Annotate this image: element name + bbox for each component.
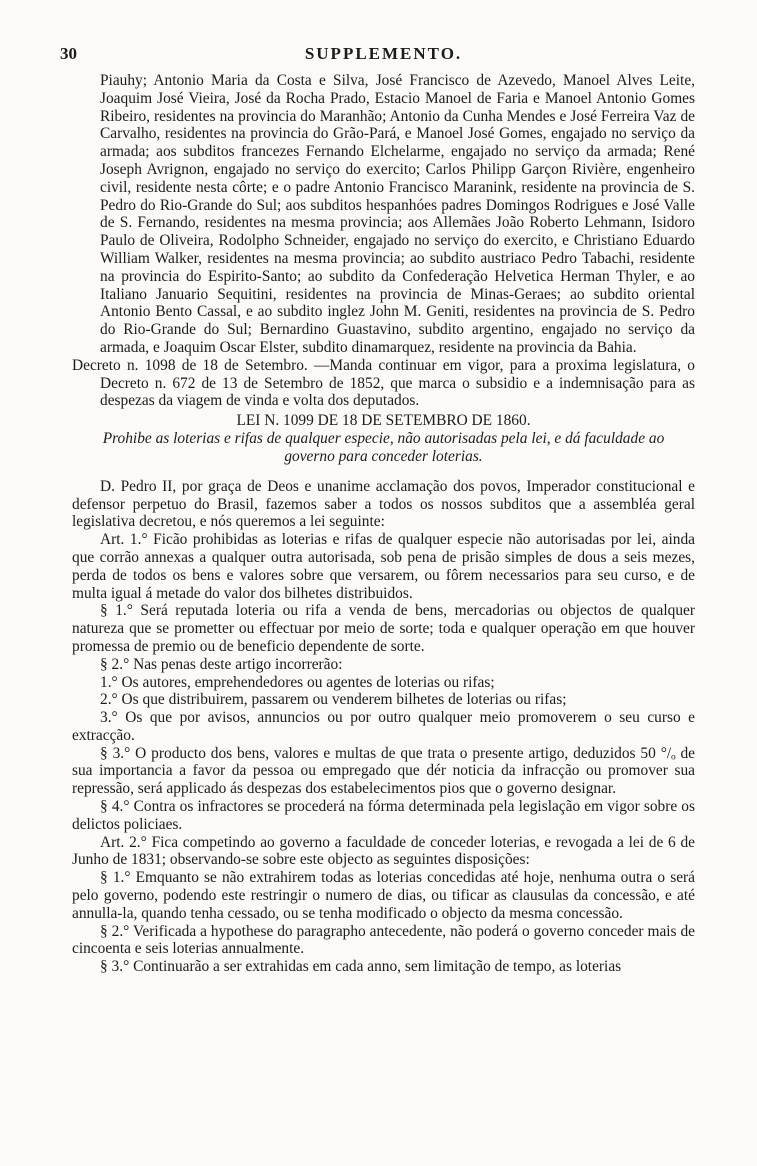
paragraph-naturalisation-list: Piauhy; Antonio Maria da Costa e Silva, José Francisco de Azevedo, Manoel Alves Leite, Joaquim José Vieira, José da Rocha Prado, Estacio Manoel de Faria e Manoel Antonio Gomes Ribeiro, residentes na provincia do Maranhão; Antonio da Cunha Mendes e José Ferreira Vaz de Carvalho, residentes na provincia do Grão-Pará, e Manoel José Gomes, engajado no serviço da armada; aos subditos francezes Fernando Elchelarme, engajado no serviço da armada; René Joseph Avrignon, engajado no serviço do exercito; Carlos Philipp Garçon Rivière, engenheiro civil, residente nesta côrte; e o padre Antonio Francisco Maranink, residente na provincia de S. Pedro do Rio-Grande do Sul; aos subditos hespanhóes padres Domingos Rodrigues e José Valle de S. Fernando, residentes na mesma provincia; aos Allemães João Roberto Lehmann, Isidoro Paulo de Oliveira, Rodolpho Schneider, engajado no serviço do exercito, e Christiano Eduardo William Walker, residentes na mesma provincia; ao subdito austriaco Pedro Tabachi, residente na provincia do Espirito-Santo; ao subdito da Confederação Helvetica Herman Thyler, e ao Italiano Januario Sequitini, residentes na provincia de Minas-Geraes; ao subdito oriental Antonio Bento Cassal, e ao subdito inglez John M. Geniti, residentes na provincia de S. Pedro do Rio-Grande do Sul; Bernardino Guastavino, subdito argentino, engajado no serviço da armada, e Joaquim Oscar Elster, subdito dinamarquez, residente na provincia da Bahia. [100,72,695,356]
law-title: LEI N. 1099 DE 18 DE SETEMBRO DE 1860. [236,412,531,430]
article-2-paragraph-2: § 2.° Verificada a hypothese do paragrapho antecedente, não poderá o governo conceder mais de cincoenta e seis loterias annualmente. [72,922,695,958]
law-summary: Prohibe as loterias e rifas de qualquer especie, não autorisadas pela lei, e dá faculdade ao governo para conceder loterias. [102,430,665,465]
article-2: Art. 2.° Fica competindo ao governo a faculdade de conceder loterias, e revogada a lei de 6 de Junho de 1831; observando-se sobre este objecto as seguintes disposições: [72,833,695,869]
article-1-paragraph-3: § 3.° O producto dos bens, valores e multas de que trata o presente artigo, deduzidos 50 °/ₒ de sua importancia a favor da pessoa ou empregado que dér noticia da infracção ou promover sua repressão, será applicado ás despezas dos estabelecimentos pios que o governo designar. [72,744,695,798]
article-1-paragraph-4: § 4.° Contra os infractores se procederá na fórma determinada pela legislação em vigor sobre os delictos policiaes. [72,798,695,833]
article-1: Art. 1.° Ficão prohibidas as loterias e rifas de qualquer especie não autorisadas por lei, ainda que corrão annexas a qualquer outra autorisada, sob pena de prisão simples de dous a seis mezes, perda de todos os bens e valores sobre que versarem, ou fôrem necessarios para seu curso, e de multa igual á metade do valor dos bilhetes distribuidos. [72,531,695,602]
article-1-paragraph-1: § 1.° Será reputada loteria ou rifa a venda de bens, mercadorias ou objectos de qualquer natureza que se prometter ou effectuar por meio de sorte; toda e qualquer operação em que houver promessa de premio ou de beneficio dependente de sorte. [72,602,695,655]
article-1-item-3: 3.° Os que por avisos, annuncios ou por outro qualquer meio promoverem o seu curso e extracção. [72,709,695,744]
article-1-paragraph-2: § 2.° Nas penas deste artigo incorrerão: [100,655,343,673]
page-number: 30 [60,44,77,63]
article-1-item-2: 2.° Os que distribuirem, passarem ou venderem bilhetes de loterias ou rifas; [100,691,567,709]
law-preamble: D. Pedro II, por graça de Deos e unanime acclamação dos povos, Imperador constitucional e defensor perpetuo do Brasil, fazemos saber a todos os nossos subditos que a assembléa geral legislativa decretou, e nós queremos a lei seguinte: [72,477,695,531]
page-header [60,44,695,68]
article-1-item-1: 1.° Os autores, emprehendedores ou agentes de loterias ou rifas; [100,673,495,691]
paragraph-decree-1098: Decreto n. 1098 de 18 de Setembro. —Manda continuar em vigor, para a proxima legislatura, o Decreto n. 672 de 13 de Setembro de 1852, que marca o subsidio e a indemnisação para as despezas da viagem de vinda e volta dos deputados. [72,356,695,410]
running-title: SUPPLEMENTO. [304,44,463,63]
article-2-paragraph-1: § 1.° Emquanto se não extrahirem todas as loterias concedidas até hoje, nenhuma outra o será pelo governo, podendo este restringir o numero de dias, ou tificar as clausulas da concessão, e até annulla-la, quando tenha cessado, ou se tenha modificado o objecto da mesma concessão. [72,869,695,922]
article-2-paragraph-3: § 3.° Continuarão a ser extrahidas em cada anno, sem limitação de tempo, as loterias [100,958,622,976]
